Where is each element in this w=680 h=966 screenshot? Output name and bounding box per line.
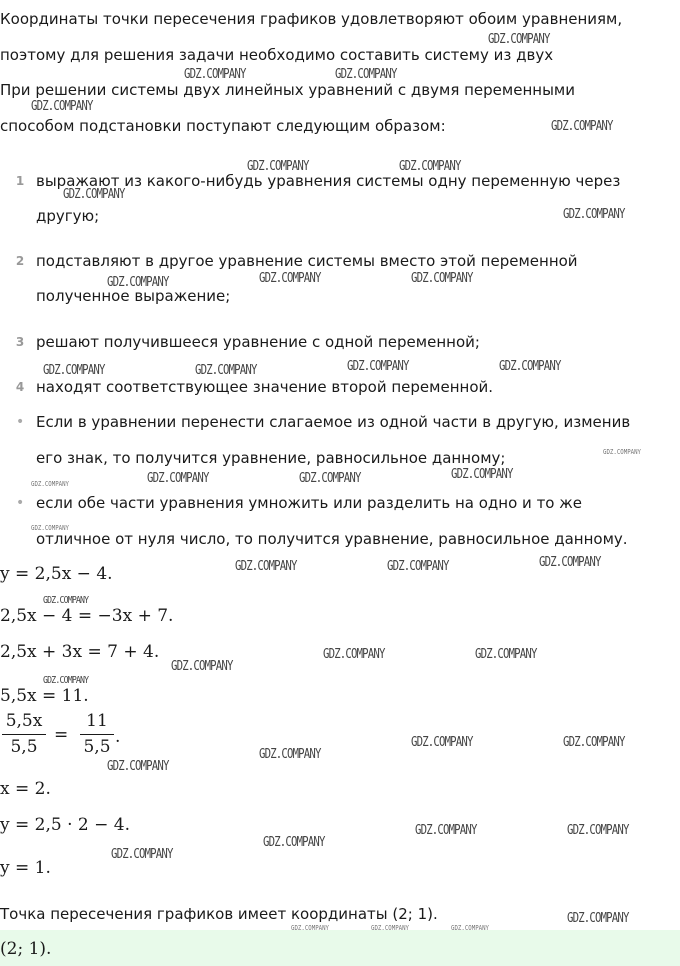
watermark: GDZ.COMPANY — [107, 275, 169, 290]
watermark: GDZ.COMPANY — [347, 359, 409, 374]
step-number: 4 — [15, 380, 25, 394]
bullet-marker: • — [16, 414, 25, 430]
watermark: GDZ.COMPANY — [299, 471, 361, 486]
watermark: GDZ.COMPANY — [43, 595, 89, 606]
watermark: GDZ.COMPANY — [567, 911, 629, 926]
step-number: 2 — [15, 254, 25, 268]
bullet-text: Если в уравнении перенести слагаемое из одной части в другую, изменив — [36, 413, 631, 431]
step-text: подставляют в другое уравнение системы вместо этой переменной — [36, 252, 578, 270]
watermark: GDZ.COMPANY — [415, 823, 477, 838]
watermark: GDZ.COMPANY — [171, 659, 233, 674]
watermark: GDZ.COMPANY — [63, 187, 125, 202]
bullet-text: если обе части уравнения умножить или разделить на одно и то же — [36, 494, 582, 512]
equation-6: y = 2,5 · 2 − 4. — [0, 815, 130, 835]
watermark: GDZ.COMPANY — [499, 359, 561, 374]
watermark: GDZ.COMPANY — [31, 480, 70, 488]
step-text: находят соответствующее значение второй переменной. — [36, 378, 494, 396]
bullet-marker: • — [16, 495, 25, 511]
watermark: GDZ.COMPANY — [259, 747, 321, 762]
watermark: GDZ.COMPANY — [411, 271, 473, 286]
equation-3: 2,5x + 3x = 7 + 4. — [0, 642, 160, 662]
watermark: GDZ.COMPANY — [291, 924, 330, 932]
watermark: GDZ.COMPANY — [603, 448, 642, 456]
watermark: GDZ.COMPANY — [563, 735, 625, 750]
conclusion: Точка пересечения графиков имеет координаты (2; 1). — [0, 905, 438, 923]
watermark: GDZ.COMPANY — [475, 647, 537, 662]
watermark: GDZ.COMPANY — [195, 363, 257, 378]
fraction-numerator: 11 — [86, 711, 108, 731]
watermark: GDZ.COMPANY — [111, 847, 173, 862]
watermark: GDZ.COMPANY — [235, 559, 297, 574]
equation-5: x = 2. — [0, 779, 51, 799]
fraction-period: . — [115, 727, 121, 747]
fraction-bar — [80, 734, 114, 735]
watermark: GDZ.COMPANY — [451, 467, 513, 482]
fraction-bar — [2, 734, 46, 735]
answer-value: (2; 1). — [0, 939, 52, 959]
watermark: GDZ.COMPANY — [411, 735, 473, 750]
equation-7: y = 1. — [0, 858, 51, 878]
watermark: GDZ.COMPANY — [31, 99, 93, 114]
watermark: GDZ.COMPANY — [335, 67, 397, 82]
answer-box — [0, 930, 680, 966]
watermark: GDZ.COMPANY — [563, 207, 625, 222]
step-number: 3 — [15, 335, 25, 349]
watermark: GDZ.COMPANY — [107, 759, 169, 774]
step-text: другую; — [36, 207, 100, 225]
fraction-denominator: 5,5 — [83, 737, 111, 757]
intro-line-1: Координаты точки пересечения графиков удовлетворяют обоим уравнениям, — [0, 10, 623, 28]
watermark: GDZ.COMPANY — [43, 363, 105, 378]
watermark: GDZ.COMPANY — [488, 32, 550, 47]
step-text: полученное выражение; — [36, 287, 231, 305]
watermark: GDZ.COMPANY — [247, 159, 309, 174]
fraction-equals: = — [54, 725, 69, 745]
watermark: GDZ.COMPANY — [323, 647, 385, 662]
watermark: GDZ.COMPANY — [263, 835, 325, 850]
watermark: GDZ.COMPANY — [371, 924, 410, 932]
fraction-denominator: 5,5 — [10, 737, 38, 757]
watermark: GDZ.COMPANY — [399, 159, 461, 174]
bullet-text: отличное от нуля число, то получится уравнение, равносильное данному. — [36, 530, 628, 548]
intro-line-4: способом подстановки поступают следующим образом: — [0, 117, 446, 135]
equation-2: 2,5x − 4 = −3x + 7. — [0, 606, 174, 626]
watermark: GDZ.COMPANY — [259, 271, 321, 286]
watermark: GDZ.COMPANY — [31, 524, 70, 532]
watermark: GDZ.COMPANY — [451, 924, 490, 932]
step-number: 1 — [15, 174, 25, 188]
intro-line-3: При решении системы двух линейных уравнений с двумя переменными — [0, 81, 575, 99]
step-text: решают получившееся уравнение с одной переменной; — [36, 333, 480, 351]
intro-line-2: поэтому для решения задачи необходимо составить систему из двух — [0, 46, 554, 64]
equation-4: 5,5x = 11. — [0, 686, 89, 706]
watermark: GDZ.COMPANY — [551, 119, 613, 134]
fraction-numerator: 5,5x — [5, 711, 43, 731]
bullet-text: его знак, то получится уравнение, равносильное данному; — [36, 449, 506, 467]
step-text: выражают из какого-нибудь уравнения системы одну переменную через — [36, 172, 621, 190]
watermark: GDZ.COMPANY — [539, 555, 601, 570]
watermark: GDZ.COMPANY — [184, 67, 246, 82]
watermark: GDZ.COMPANY — [567, 823, 629, 838]
equation-1: y = 2,5x − 4. — [0, 564, 113, 584]
watermark: GDZ.COMPANY — [43, 675, 89, 686]
watermark: GDZ.COMPANY — [147, 471, 209, 486]
watermark: GDZ.COMPANY — [387, 559, 449, 574]
